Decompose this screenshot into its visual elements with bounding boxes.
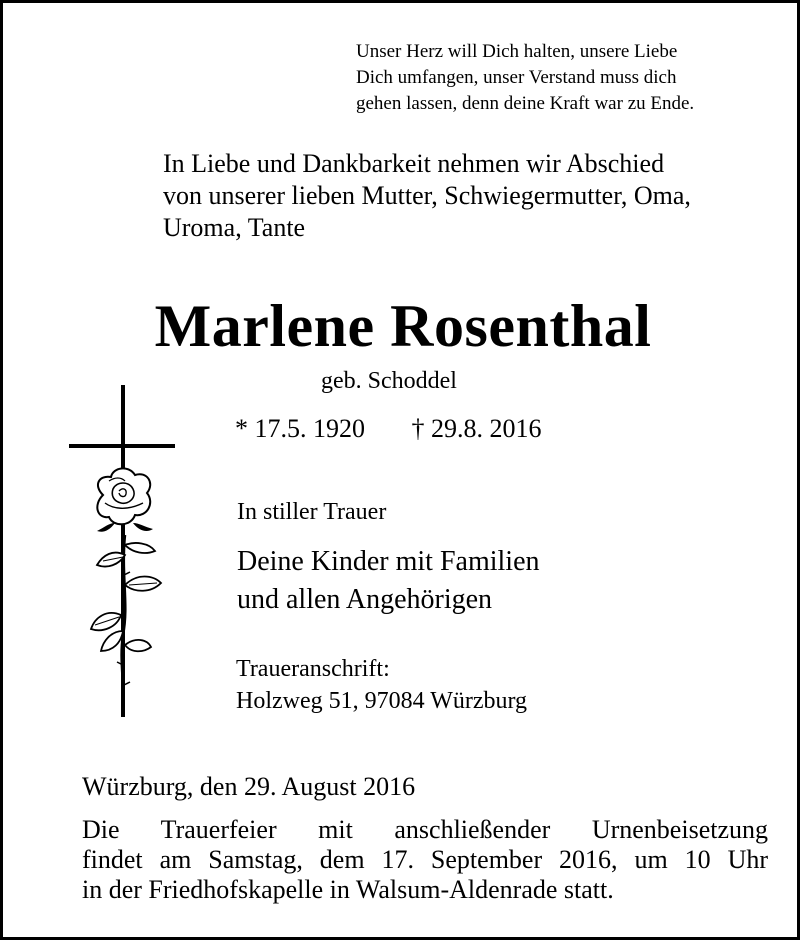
- deceased-name: Marlene Rosenthal: [154, 293, 652, 359]
- funeral-service-notice: [82, 815, 768, 905]
- death-date: † 29.8. 2016: [411, 414, 542, 443]
- rose-icon: [97, 468, 153, 531]
- life-dates: [235, 413, 542, 445]
- maiden-name: geb. Schoddel: [321, 368, 457, 394]
- intro-line: In Liebe und Dankbarkeit nehmen wir Abschied: [163, 149, 665, 178]
- intro-line: Uroma, Tante: [163, 213, 306, 242]
- motto-line: gehen lassen, denn deine Kraft war zu Ende.: [356, 93, 695, 114]
- intro-line: von unserer lieben Mutter, Schwiegermutter, Oma,: [163, 181, 691, 210]
- motto-line: Dich umfangen, unser Verstand muss dich: [356, 67, 677, 88]
- mourning-address: [236, 653, 527, 717]
- mourners: [237, 543, 540, 619]
- place-date: Würzburg, den 29. August 2016: [82, 772, 416, 801]
- cross-rose-illustration: [63, 385, 183, 730]
- service-line: findet am Samstag, dem 17. September 2016, um 10 Uhr: [82, 845, 768, 874]
- mourners-line: Deine Kinder mit Familien: [237, 546, 540, 577]
- cross-icon: [63, 385, 183, 725]
- birth-date: * 17.5. 1920: [235, 414, 365, 443]
- motto-quote: [356, 39, 694, 117]
- mourning-intro: In stiller Trauer: [237, 499, 387, 525]
- address-value: Holzweg 51, 97084 Würzburg: [236, 688, 528, 714]
- service-line: Die Trauerfeier mit anschließender Urnenbeisetzung: [82, 815, 768, 844]
- farewell-intro: [163, 148, 691, 244]
- motto-line: Unser Herz will Dich halten, unsere Liebe: [356, 41, 678, 62]
- address-label: Traueranschrift:: [236, 656, 390, 682]
- mourners-line: und allen Angehörigen: [237, 584, 493, 615]
- service-line: in der Friedhofskapelle in Walsum-Aldenrade statt.: [82, 875, 614, 904]
